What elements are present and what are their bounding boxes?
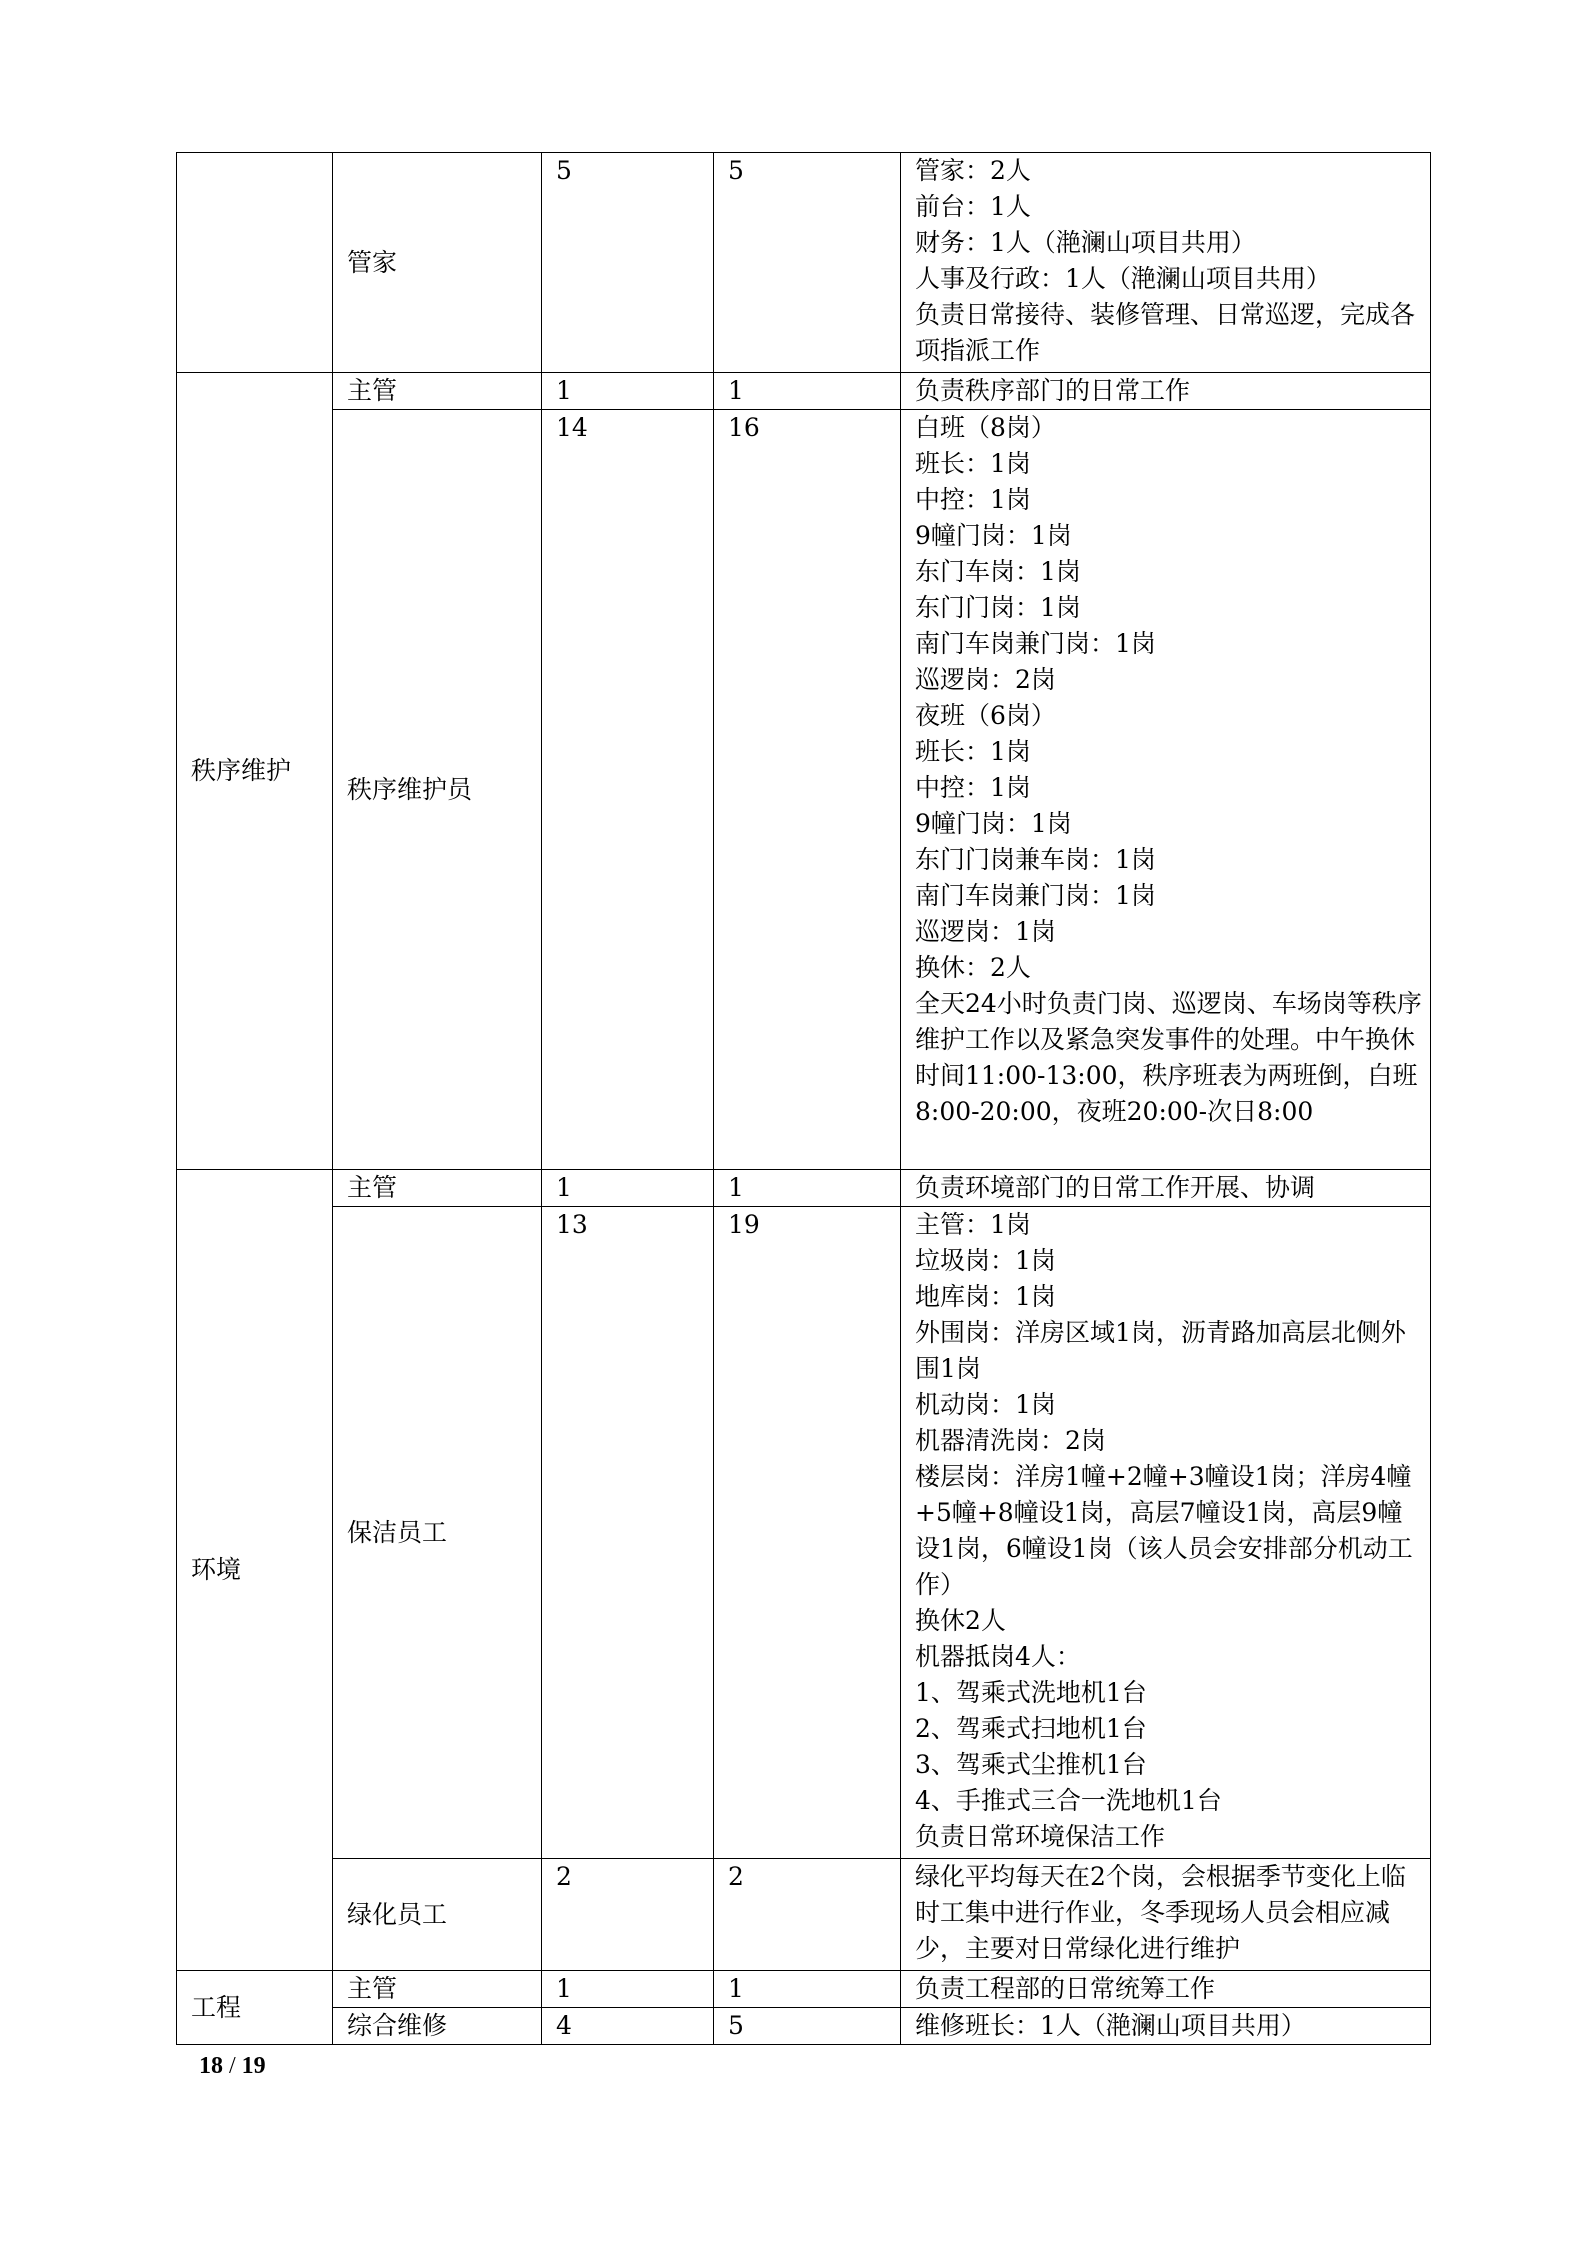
- staffing-table: [176, 152, 1431, 2045]
- dept-cell: 环境: [177, 1170, 333, 1971]
- count-cell: 2: [542, 1859, 714, 1971]
- page-total: 19: [241, 2053, 266, 2079]
- table-row: [177, 153, 1431, 373]
- duty-cell: 管家：2人 前台：1人 财务：1人（滟澜山项目共用） 人事及行政：1人（滟澜山项目共用） 负责日常接待、装修管理、日常巡逻，完成各项指派工作: [901, 153, 1431, 373]
- post-cell: 综合维修: [333, 2008, 542, 2045]
- count-cell: 19: [714, 1207, 901, 1859]
- dept-cell: [177, 153, 333, 373]
- post-cell: 主管: [333, 373, 542, 410]
- table-row: [177, 410, 1431, 1170]
- duty-cell: 负责环境部门的日常工作开展、协调: [901, 1170, 1431, 1207]
- count-cell: 16: [714, 410, 901, 1170]
- count-cell: 5: [542, 153, 714, 373]
- count-cell: 1: [542, 1170, 714, 1207]
- count-cell: 1: [542, 373, 714, 410]
- count-cell: 2: [714, 1859, 901, 1971]
- table-row: [177, 1207, 1431, 1859]
- table-row: [177, 1170, 1431, 1207]
- count-cell: 14: [542, 410, 714, 1170]
- post-cell: 秩序维护员: [333, 410, 542, 1170]
- count-cell: 1: [542, 1971, 714, 2008]
- post-cell: 管家: [333, 153, 542, 373]
- page-number: [199, 2053, 266, 2080]
- duty-cell: 负责工程部的日常统筹工作: [901, 1971, 1431, 2008]
- page-separator: /: [223, 2053, 242, 2079]
- post-cell: 主管: [333, 1170, 542, 1207]
- duty-cell: 负责秩序部门的日常工作: [901, 373, 1431, 410]
- post-cell: 主管: [333, 1971, 542, 2008]
- dept-cell: 秩序维护: [177, 373, 333, 1170]
- post-cell: 绿化员工: [333, 1859, 542, 1971]
- table-row: [177, 373, 1431, 410]
- post-cell: 保洁员工: [333, 1207, 542, 1859]
- table-row: [177, 1859, 1431, 1971]
- count-cell: 1: [714, 373, 901, 410]
- dept-cell: 工程: [177, 1971, 333, 2045]
- count-cell: 1: [714, 1170, 901, 1207]
- duty-cell: 白班（8岗） 班长：1岗 中控：1岗 9幢门岗：1岗 东门车岗：1岗 东门门岗：1岗 南门车岗兼门岗：1岗 巡逻岗：2岗 夜班（6岗） 班长：1岗 中控：1岗 9幢门岗：1岗 东门门岗兼车岗：1岗 南门车岗兼门岗：1岗 巡逻岗：1岗 换休：2人 全天24小时负责门岗、巡逻岗、车场岗等秩序维护工作以及紧急突发事件的处理。中午换休时间11:00-13:00，秩序班表为两班倒，白班8:00-20:00，夜班20:00-次日8:00: [901, 410, 1431, 1170]
- count-cell: 1: [714, 1971, 901, 2008]
- count-cell: 5: [714, 153, 901, 373]
- table-row: [177, 2008, 1431, 2045]
- page-current: 18: [199, 2053, 223, 2079]
- count-cell: 5: [714, 2008, 901, 2045]
- count-cell: 4: [542, 2008, 714, 2045]
- count-cell: 13: [542, 1207, 714, 1859]
- duty-cell: 绿化平均每天在2个岗，会根据季节变化上临时工集中进行作业，冬季现场人员会相应减少，主要对日常绿化进行维护: [901, 1859, 1431, 1971]
- duty-cell: 主管：1岗 垃圾岗：1岗 地库岗：1岗 外围岗：洋房区域1岗，沥青路加高层北侧外围1岗 机动岗：1岗 机器清洗岗：2岗 楼层岗：洋房1幢+2幢+3幢设1岗；洋房4幢+5幢+8幢设1岗，高层7幢设1岗，高层9幢设1岗，6幢设1岗（该人员会安排部分机动工作） 换休2人 机器抵岗4人： 1、驾乘式洗地机1台 2、驾乘式扫地机1台 3、驾乘式尘推机1台 4、手推式三合一洗地机1台 负责日常环境保洁工作: [901, 1207, 1431, 1859]
- duty-cell: 维修班长：1人（滟澜山项目共用）: [901, 2008, 1431, 2045]
- table-row: [177, 1971, 1431, 2008]
